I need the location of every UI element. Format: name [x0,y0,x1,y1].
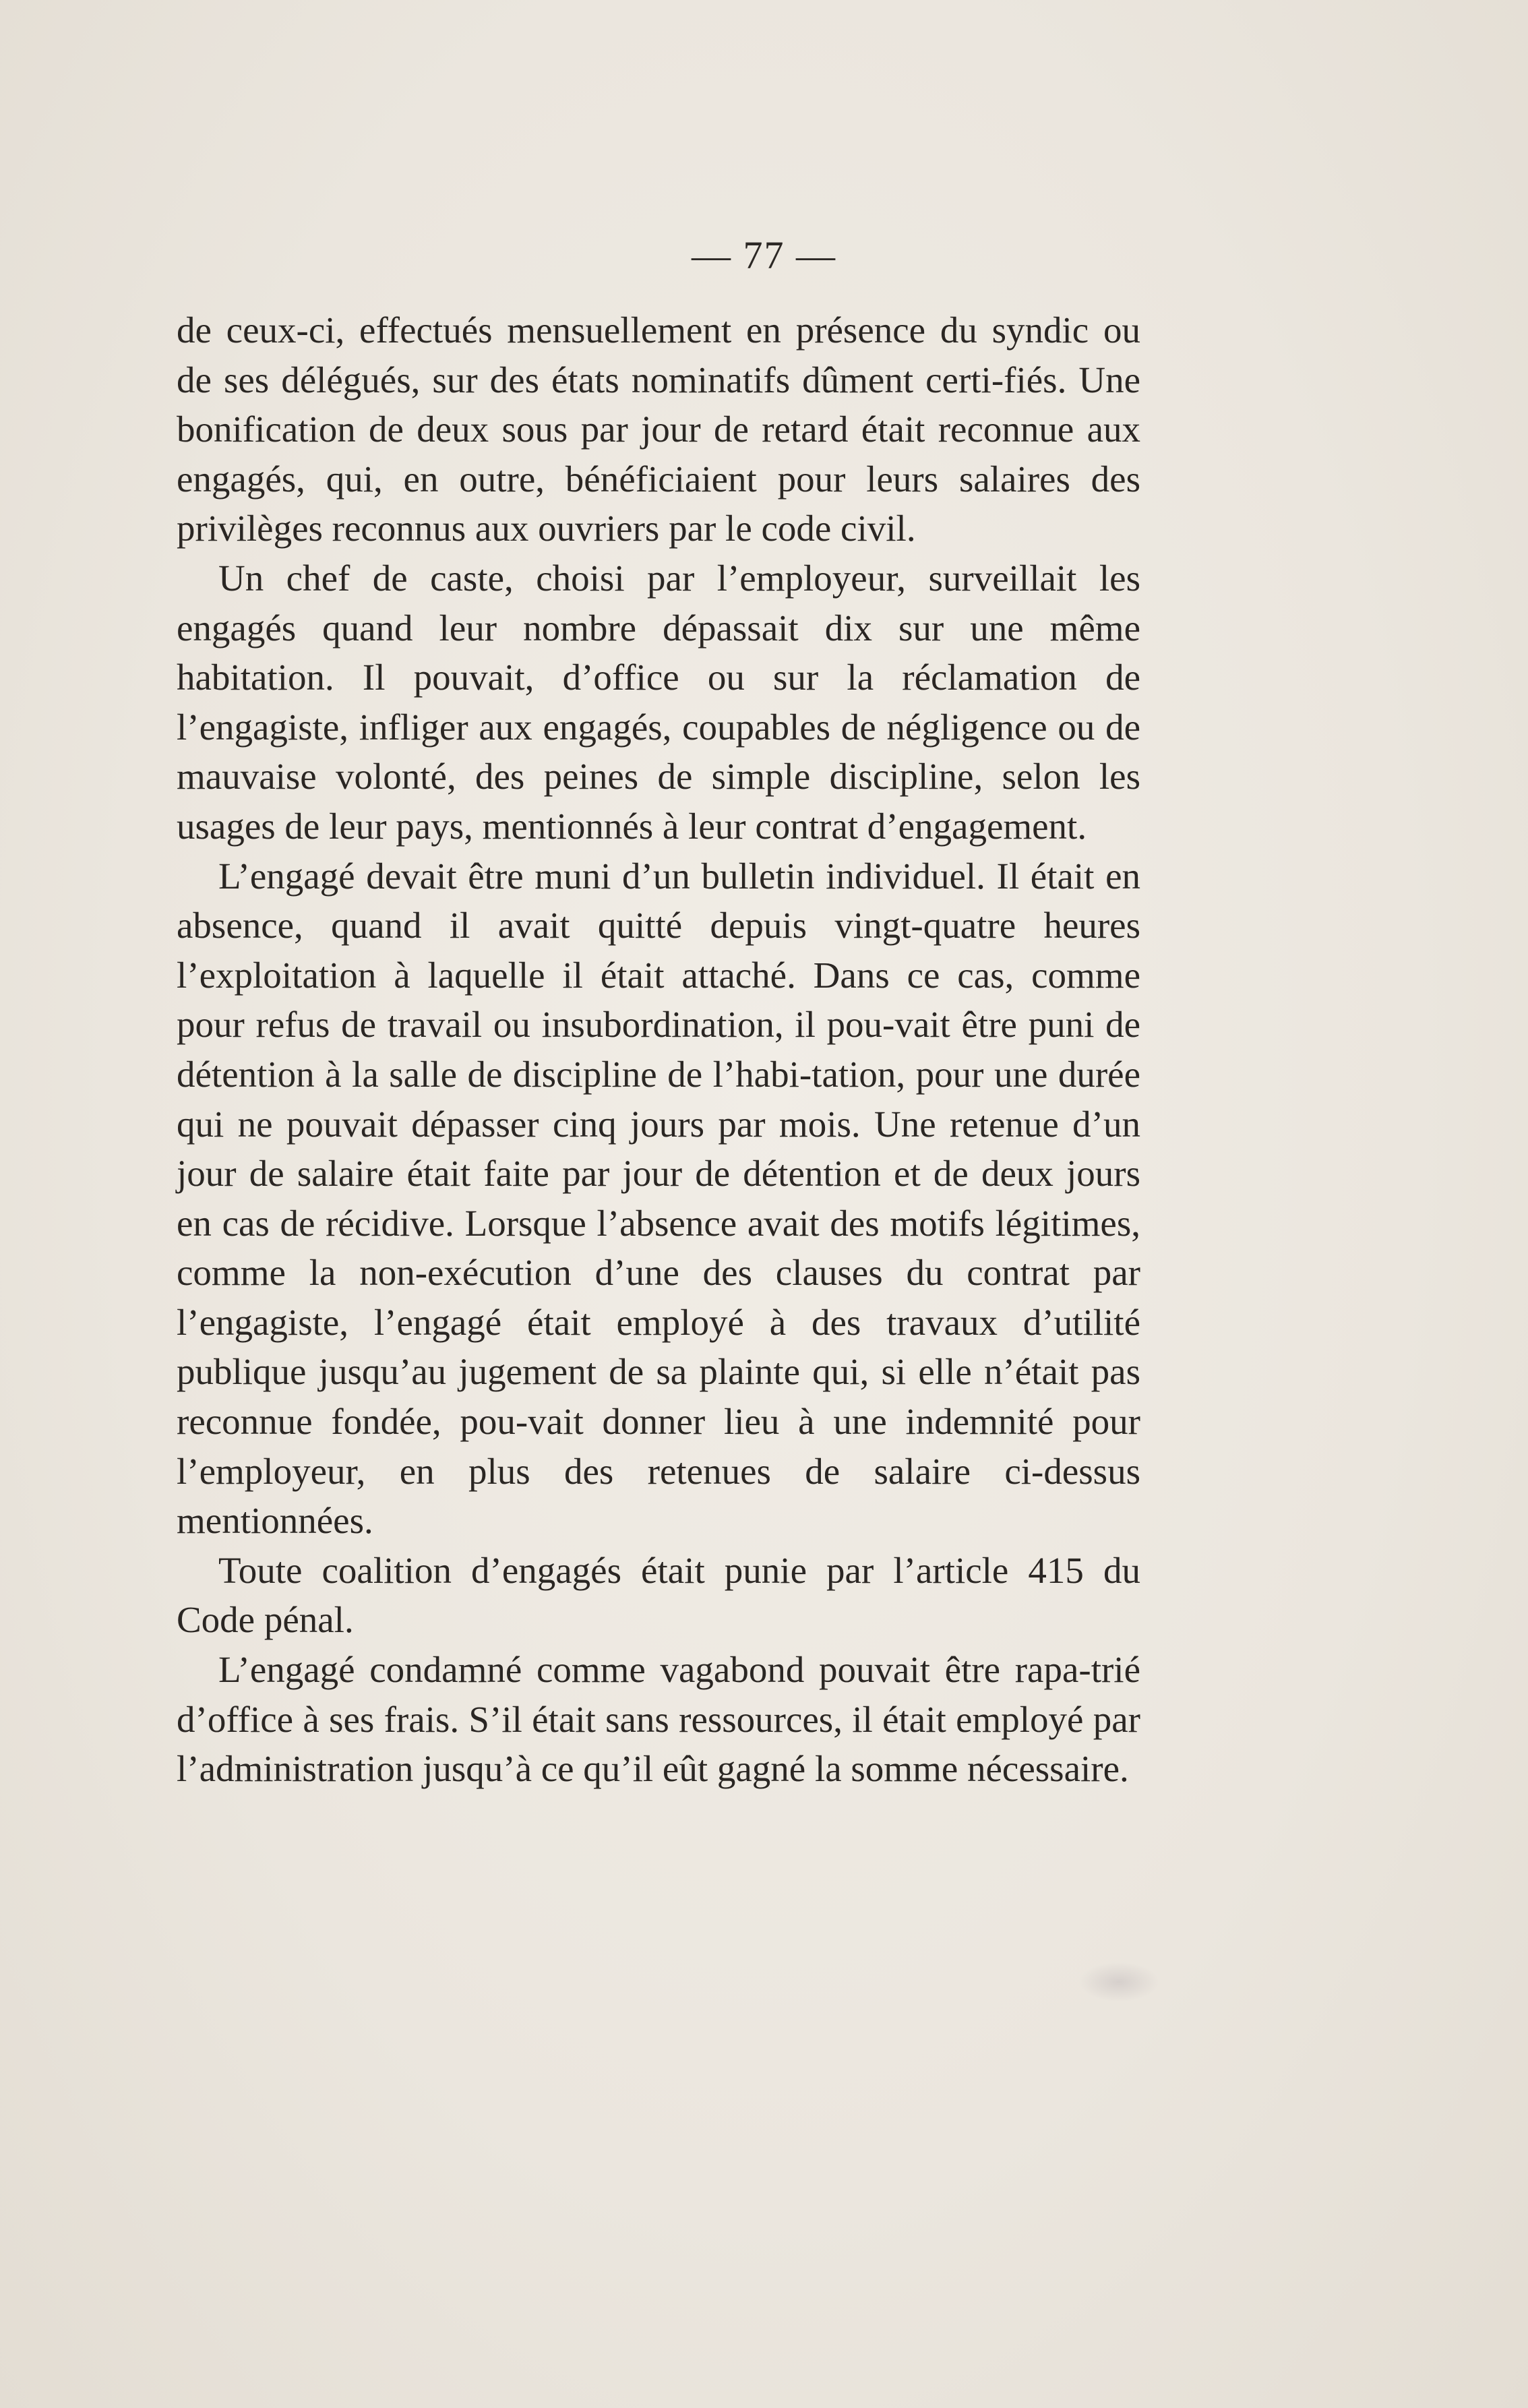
paragraph-2: Un chef de caste, choisi par l’employeur, surveillait les engagés quand leur nombre dépassait dix sur une même habitation. Il pouvait, d’office ou sur la réclamation de l’engagiste, infliger aux engagés, coupables de négligence ou de mauvaise volonté, des peines de simple discipline, selon les usages de leur pays, mentionnés à leur contrat d’engagement. [177,557,1140,847]
paragraph-3: L’engagé devait être muni d’un bulletin individuel. Il était en absence, quand il avait quitté depuis vingt-quatre heures l’exploitation à laquelle il était attaché. Dans ce cas, comme pour refus de travail ou insubordination, il pou-vait être puni de détention à la salle de discipline de l’habi-tation, pour une durée qui ne pouvait dépasser cinq jours par mois. Une retenue d’un jour de salaire était faite par jour de détention et de deux jours en cas de récidive. Lorsque l’absence avait des motifs légitimes, comme la non-exécution d’une des clauses du contrat par l’engagiste, l’engagé était employé à des travaux d’utilité publique jusqu’au jugement de sa plainte qui, si elle n’était pas reconnue fondée, pou-vait donner lieu à une indemnité pour l’employeur, en plus des retenues de salaire ci-dessus mentionnées. [177,855,1140,1542]
page-number: — 77 — [692,233,836,277]
paragraph-1: de ceux-ci, effectués mensuellement en présence du syndic ou de ses délégués, sur des états nominatifs dûment certi-fiés. Une bonification de deux sous par jour de retard était reconnue aux engagés, qui, en outre, bénéficiaient pour leurs salaires des privilèges reconnus aux ouvriers par le code civil. [177,309,1140,549]
paragraph-5: L’engagé condamné comme vagabond pouvait être rapa-trié d’office à ses frais. S’il était sans ressources, il était employé par l’administration jusqu’à ce qu’il eût gagné la somme nécessaire. [177,1649,1140,1790]
ink-smudge [1078,1962,1159,2002]
body-text [177,305,1140,1794]
paragraph-4: Toute coalition d’engagés était punie par l’article 415 du Code pénal. [177,1549,1140,1641]
